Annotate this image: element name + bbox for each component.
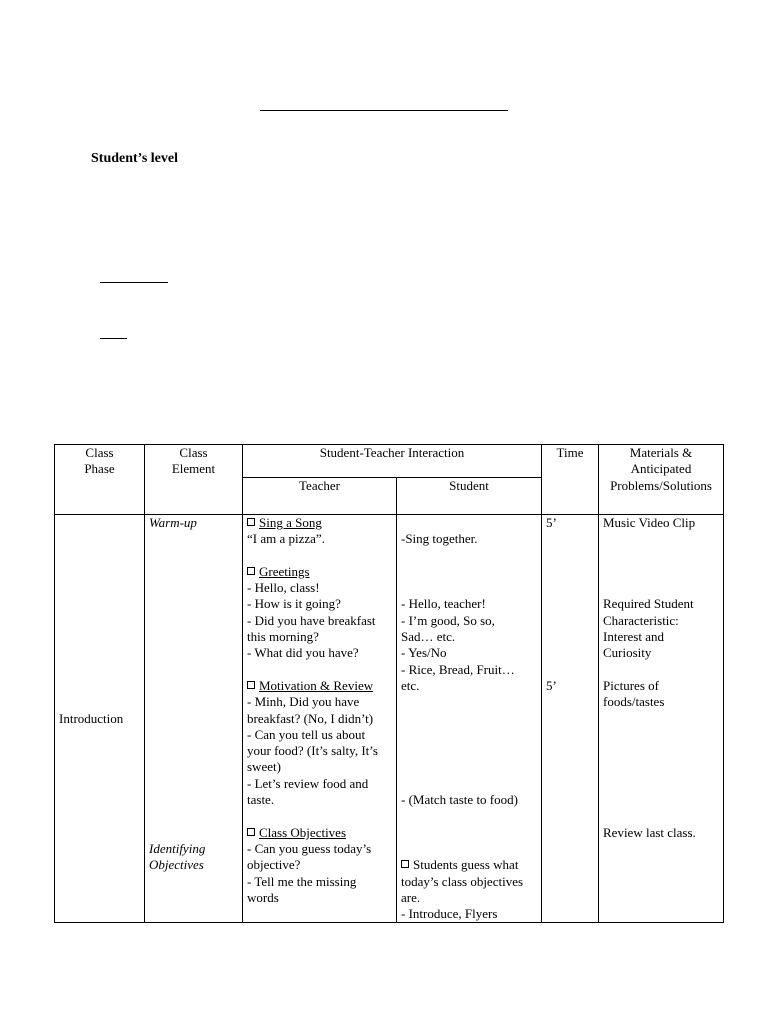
materials-line: Curiosity — [603, 645, 652, 661]
time-cell — [542, 515, 599, 923]
header-teacher: Teacher — [243, 478, 397, 515]
materials-video: Music Video Clip — [603, 515, 696, 530]
time-second: 5’ — [546, 677, 557, 693]
checkbox-icon — [401, 860, 409, 868]
lesson-plan-table — [54, 444, 724, 923]
teacher-objectives-title: Class Objectives — [247, 825, 392, 841]
element-identifying: Identifying Objectives — [149, 840, 206, 873]
materials-review: Review last class. — [603, 824, 696, 840]
title-underline — [260, 110, 508, 111]
blank-line-2 — [100, 338, 127, 339]
phase-cell — [55, 515, 145, 923]
student-cell — [397, 515, 542, 923]
student-guess-first: Students guess what — [401, 857, 537, 873]
student-line: - I’m good, So so, — [401, 612, 495, 628]
student-sing: -Sing together. — [401, 531, 478, 547]
materials-line: Required Student — [603, 596, 694, 612]
checkbox-icon — [247, 518, 255, 526]
materials-line: Interest and — [603, 629, 665, 645]
checkbox-icon — [247, 567, 255, 575]
teacher-line: objective? — [247, 857, 301, 873]
materials-line: Pictures of — [603, 677, 659, 693]
teacher-line: words — [247, 889, 279, 905]
time-first: 5’ — [546, 515, 557, 530]
teacher-line: - Did you have breakfast — [247, 612, 376, 628]
element-warmup: Warm-up — [149, 515, 197, 530]
header-class-phase: Class Phase — [55, 445, 145, 515]
student-line: - Hello, teacher! — [401, 596, 486, 612]
teacher-sing-title: Sing a Song — [247, 515, 392, 531]
teacher-greetings-title: Greetings — [247, 564, 392, 580]
teacher-motivation-title: Motivation & Review — [247, 678, 392, 694]
student-line: - Yes/No — [401, 645, 447, 661]
element-cell — [145, 515, 243, 923]
teacher-line: - Minh, Did you have — [247, 694, 360, 710]
materials-line: foods/tastes — [603, 694, 665, 710]
checkbox-icon — [247, 828, 255, 836]
student-match: - (Match taste to food) — [401, 792, 518, 808]
blank-line-1 — [100, 282, 168, 283]
student-line: - Rice, Bread, Fruit… — [401, 661, 515, 677]
header-materials: Materials & Anticipated Problems/Solutions — [599, 445, 724, 515]
phase-introduction: Introduction — [59, 710, 124, 726]
teacher-line: - Hello, class! — [247, 580, 320, 596]
student-line: are. — [401, 889, 421, 905]
header-class-element: Class Element — [145, 445, 243, 515]
header-student: Student — [397, 478, 542, 515]
teacher-line: your food? (It’s salty, It’s — [247, 743, 378, 759]
teacher-line: - Can you guess today’s — [247, 840, 372, 856]
teacher-cell — [243, 515, 397, 923]
student-level-label: Student’s level — [91, 151, 178, 166]
teacher-line: breakfast? (No, I didn’t) — [247, 710, 374, 726]
teacher-line: sweet) — [247, 759, 281, 775]
student-line: today’s class objectives — [401, 873, 524, 889]
teacher-line: - Let’s review food and — [247, 775, 369, 791]
student-line: - Introduce, Flyers — [401, 906, 498, 922]
teacher-line: - Can you tell us about — [247, 726, 366, 742]
teacher-line: this morning? — [247, 629, 319, 645]
teacher-sing-song: “I am a pizza”. — [247, 531, 325, 547]
header-interaction: Student-Teacher Interaction — [243, 445, 542, 478]
teacher-line: - How is it going? — [247, 596, 341, 612]
header-time: Time — [542, 445, 599, 515]
materials-line: Characteristic: — [603, 612, 679, 628]
student-line: Sad… etc. — [401, 629, 456, 645]
student-line: etc. — [401, 677, 420, 693]
materials-cell — [599, 515, 724, 923]
teacher-line: taste. — [247, 792, 275, 808]
checkbox-icon — [247, 681, 255, 689]
teacher-line: - What did you have? — [247, 645, 359, 661]
teacher-line: - Tell me the missing — [247, 873, 357, 889]
